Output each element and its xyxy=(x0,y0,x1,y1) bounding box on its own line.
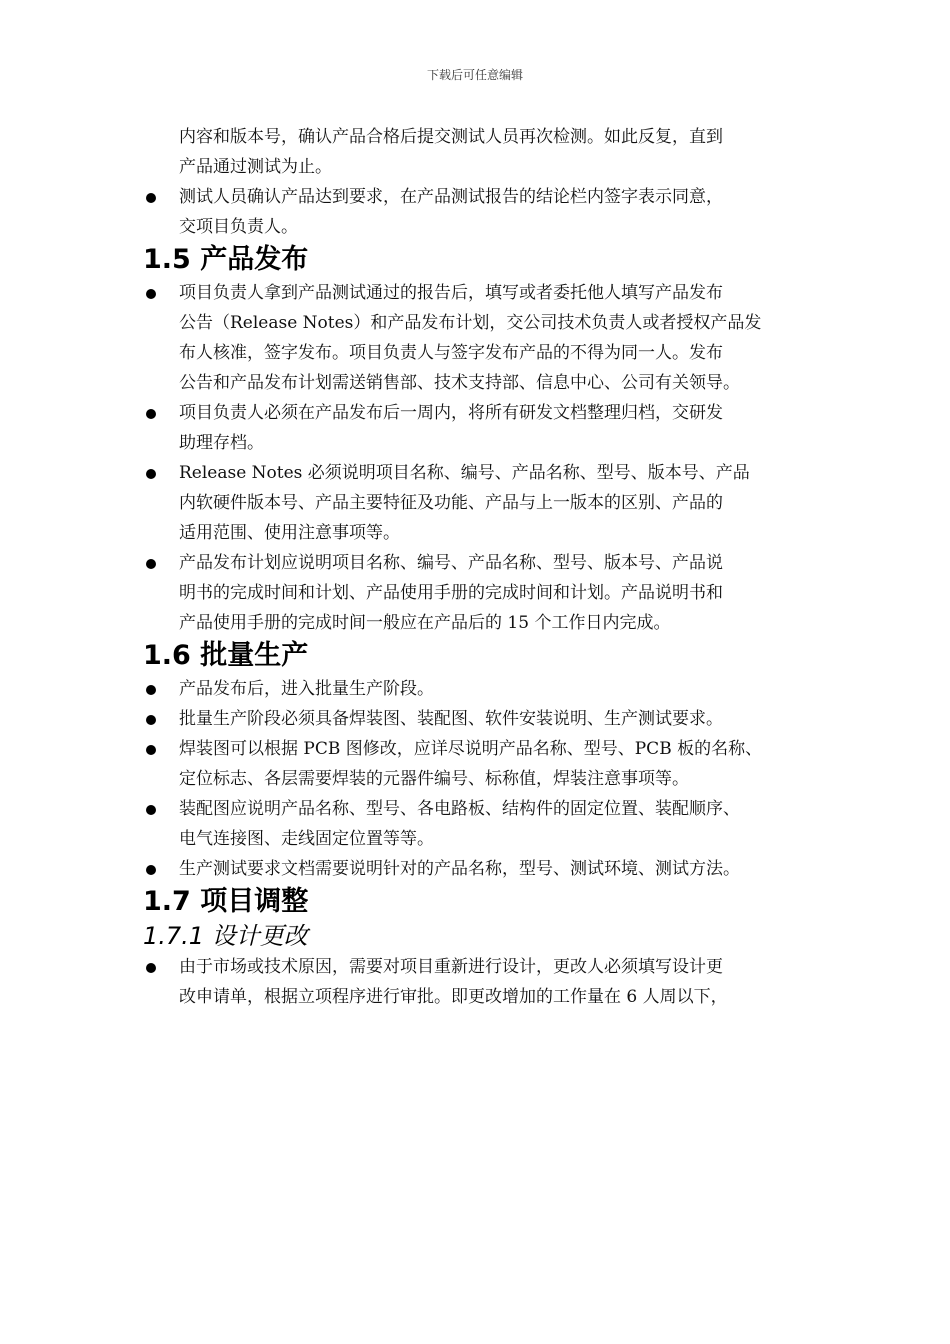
bullet-icon xyxy=(146,805,156,815)
bullet-icon xyxy=(146,715,156,725)
text-line: 电气连接图、走线固定位置等等。 xyxy=(179,829,434,849)
text-line: 产品发布计划应说明项目名称、编号、产品名称、型号、版本号、产品说 xyxy=(179,553,723,573)
list-item xyxy=(143,398,823,458)
bullet-icon xyxy=(146,745,156,755)
section-heading: 1.7 项目调整 xyxy=(143,886,309,917)
list-item xyxy=(143,278,823,398)
text-line: 助理存档。 xyxy=(179,433,264,453)
text-line: 装配图应说明产品名称、型号、各电路板、结构件的固定位置、装配顺序、 xyxy=(179,799,740,819)
section-heading: 1.6 批量生产 xyxy=(143,640,309,671)
text-line: 公告和产品发布计划需送销售部、技术支持部、信息中心、公司有关领导。 xyxy=(179,373,740,393)
bullet-list xyxy=(143,674,823,884)
bullet-icon xyxy=(146,409,156,419)
list-item xyxy=(143,952,823,1012)
text-line: 项目负责人必须在产品发布后一周内，将所有研发文档整理归档，交研发 xyxy=(179,403,723,423)
continuation-paragraph xyxy=(143,122,823,182)
text-line: Release Notes 必须说明项目名称、编号、产品名称、型号、版本号、产品 xyxy=(179,463,750,483)
text-line: 定位标志、各层需要焊装的元器件编号、标称值，焊装注意事项等。 xyxy=(179,769,689,789)
list-item xyxy=(143,854,823,884)
text-line: 项目负责人拿到产品测试通过的报告后，填写或者委托他人填写产品发布 xyxy=(179,283,723,303)
list-item xyxy=(143,734,823,794)
text-line: 产品发布后，进入批量生产阶段。 xyxy=(179,679,434,699)
text-line: 批量生产阶段必须具备焊装图、装配图、软件安装说明、生产测试要求。 xyxy=(179,709,723,729)
document-body xyxy=(143,122,823,1012)
bullet-icon xyxy=(146,685,156,695)
text-line: 布人核准，签字发布。项目负责人与签字发布产品的不得为同一人。发布 xyxy=(179,343,723,363)
text-line: 测试人员确认产品达到要求，在产品测试报告的结论栏内签字表示同意， xyxy=(179,187,723,207)
text-line: 产品通过测试为止。 xyxy=(179,157,332,177)
bullet-icon xyxy=(146,289,156,299)
text-line: 生产测试要求文档需要说明针对的产品名称，型号、测试环境、测试方法。 xyxy=(179,859,740,879)
page-header: 下载后可任意编辑 xyxy=(426,68,523,82)
text-line: 明书的完成时间和计划、产品使用手册的完成时间和计划。产品说明书和 xyxy=(179,583,723,603)
bullet-icon xyxy=(146,193,156,203)
bullet-list xyxy=(143,952,823,1012)
list-item xyxy=(143,458,823,548)
bullet-icon xyxy=(146,963,156,973)
section-heading: 1.5 产品发布 xyxy=(143,244,309,275)
text-line: 由于市场或技术原因，需要对项目重新进行设计，更改人必须填写设计更 xyxy=(179,957,723,977)
text-line: 适用范围、使用注意事项等。 xyxy=(179,523,400,543)
list-item xyxy=(143,674,823,704)
text-line: 焊装图可以根据 PCB 图修改，应详尽说明产品名称、型号、PCB 板的名称、 xyxy=(179,739,763,759)
text-line: 公告（Release Notes）和产品发布计划，交公司技术负责人或者授权产品发 xyxy=(179,313,762,333)
bullet-list xyxy=(143,278,823,638)
bullet-icon xyxy=(146,469,156,479)
list-item xyxy=(143,704,823,734)
text-line: 改申请单，根据立项程序进行审批。即更改增加的工作量在 6 人周以下， xyxy=(179,987,728,1007)
text-line: 内软硬件版本号、产品主要特征及功能、产品与上一版本的区别、产品的 xyxy=(179,493,723,513)
text-line: 产品使用手册的完成时间一般应在产品后的 15 个工作日内完成。 xyxy=(179,613,671,633)
text-line: 内容和版本号，确认产品合格后提交测试人员再次检测。如此反复，直到 xyxy=(179,127,723,147)
list-item xyxy=(143,548,823,638)
bullet-list xyxy=(143,182,823,242)
bullet-icon xyxy=(146,559,156,569)
list-item xyxy=(143,182,823,242)
list-item xyxy=(143,794,823,854)
bullet-icon xyxy=(146,865,156,875)
text-line: 交项目负责人。 xyxy=(179,217,298,237)
subsection-heading: 1.7.1 设计更改 xyxy=(143,922,308,950)
